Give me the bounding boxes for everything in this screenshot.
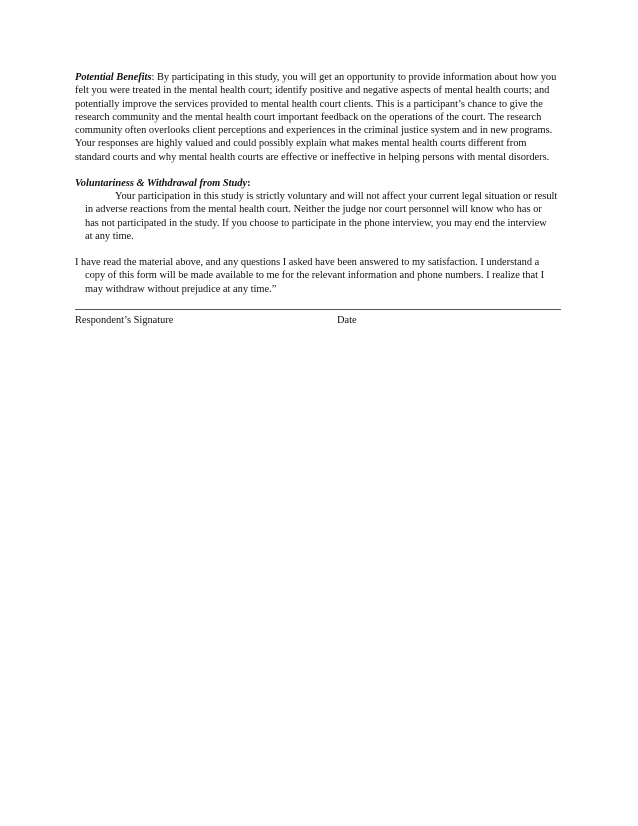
consent-line-1: I have read the material above, and any questions I asked have been answered to my satisfaction. I understand a [75, 257, 540, 268]
voluntariness-line-3: has not participated in the study. If you choose to participate in the phone interview, you may end the interview [85, 217, 547, 229]
benefits-line-4: research community and the mental health court important feedback on the operations of the court. The research [75, 111, 542, 123]
voluntariness-line-2: in adverse reactions from the mental health court. Neither the judge nor court personnel will know who has or [85, 204, 542, 216]
benefits-line-7: standard courts and why mental health courts are effective or ineffective in helping persons with mental disorders. [75, 151, 550, 163]
benefits-line-1: By participating in this study, you will get an opportunity to provide information about how you [154, 72, 557, 83]
respondent-signature-label: Respondent’s Signature [75, 315, 174, 326]
consent-line-3: may withdraw without prejudice at any time.” [85, 283, 277, 295]
benefits-section [75, 71, 565, 164]
consent-form-body [75, 71, 565, 309]
date-label: Date [337, 315, 357, 326]
consent-statement [75, 256, 565, 296]
benefits-line-3: potentially improve the services provided to mental health court clients. This is a participant’s chance to give the [75, 98, 543, 110]
benefits-heading: Potential Benefits [75, 72, 152, 83]
benefits-heading-colon: : [151, 72, 155, 83]
voluntariness-line-1: Your participation in this study is strictly voluntary and will not affect your current legal situation or result [115, 191, 558, 202]
consent-line-2: copy of this form will be made available to me for the relevant information and phone numbers. I realize that I [85, 270, 545, 282]
benefits-line-5: community often overlooks client perceptions and experiences in the criminal justice system and in new programs. [75, 125, 553, 136]
voluntariness-heading-line [75, 177, 565, 190]
voluntariness-line-4: at any time. [85, 230, 134, 242]
signature-line [75, 309, 561, 310]
benefits-line-6: Your responses are highly valued and could possibly explain what makes mental health courts different from [75, 138, 527, 150]
voluntariness-section [75, 177, 565, 243]
voluntariness-heading: Voluntariness & Withdrawal from Study [75, 177, 248, 189]
voluntariness-heading-colon: : [247, 177, 251, 189]
benefits-first-line [75, 71, 565, 84]
benefits-line-2: felt you were treated in the mental health court; identify positive and negative aspects of mental health courts; and [75, 85, 550, 97]
